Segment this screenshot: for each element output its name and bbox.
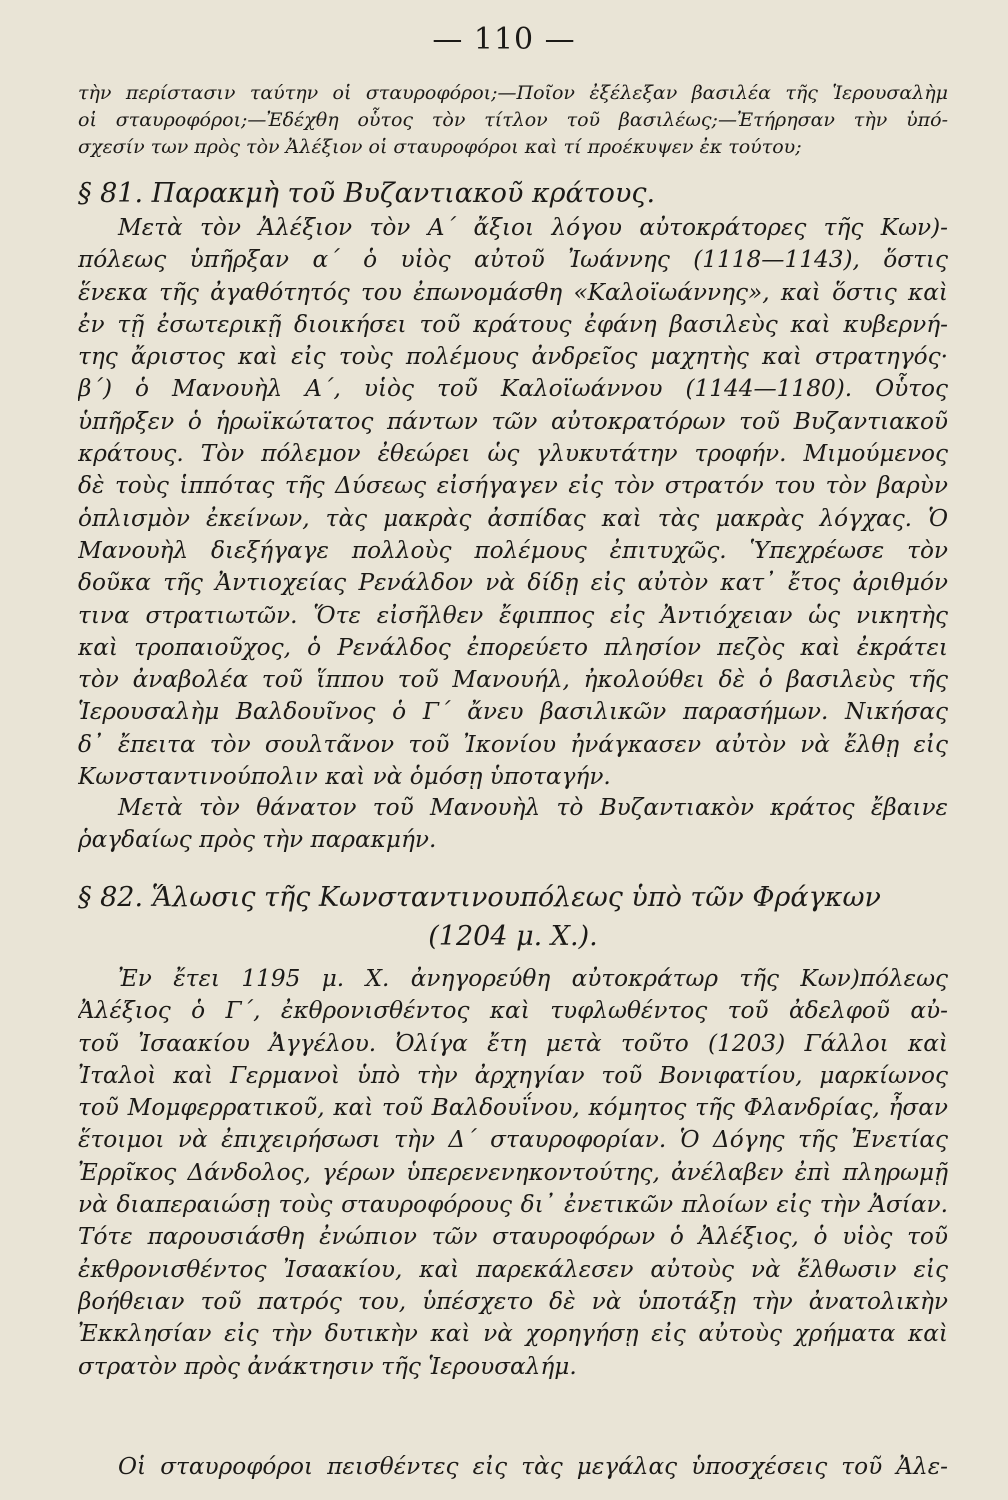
text-line: κράτους. Τὸν πόλεμον ἐθεώρει ὡς γλυκυτάτην τροφήν. Μιμούμενος	[78, 440, 948, 468]
text-line: οἱ σταυροφόροι;—Ἐδέχθη οὗτος τὸν τίτλον τοῦ βασιλέως;—Ἐτήρησαν τὴν ὑπό-	[78, 109, 948, 131]
section-82-heading: § 82. Ἅλωσις τῆς Κωνσταντινουπόλεως ὑπὸ τῶν Φράγκων	[78, 882, 881, 913]
text-line: ἐν τῇ ἐσωτερικῇ διοικήσει τοῦ κράτους ἐφάνη βασιλεὺς καὶ κυβερνή-	[78, 310, 948, 338]
text-line: Μετὰ τὸν θάνατον τοῦ Μανουὴλ τὸ Βυζαντιακὸν κράτος ἔβαινε	[118, 794, 948, 821]
text-line: ὁπλισμὸν ἐκείνων, τὰς μακρὰς ἀσπίδας καὶ τὰς μακρὰς λόγχας. Ὁ	[78, 504, 948, 532]
text-line: νὰ διαπεραιώσῃ τοὺς σταυροφόρους δι᾽ ἐνετικῶν πλοίων εἰς τὴν Ἀσίαν.	[78, 1191, 948, 1219]
text-line: βοήθειαν τοῦ πατρός του, ὑπέσχετο δὲ νὰ ὑποτάξῃ τὴν ἀνατολικὴν	[78, 1287, 948, 1315]
text-line: Ἀλέξιος ὁ Γ΄, ἐκθρονισθέντος καὶ τυφλωθέντος τοῦ ἀδελφοῦ αὐ-	[78, 997, 948, 1025]
text-line: ἐκθρονισθέντος Ἰσαακίου, καὶ παρεκάλεσεν αὐτοὺς νὰ ἔλθωσιν εἰς	[78, 1255, 948, 1283]
text-line: τὸν ἀναβολέα τοῦ ἵππου τοῦ Μανουήλ, ἠκολούθει δὲ ὁ βασιλεὺς τῆς	[78, 666, 948, 694]
text-line: Ἐκκλησίαν εἰς τὴν δυτικὴν καὶ νὰ χορηγήσῃ εἰς αὐτοὺς χρήματα καὶ	[78, 1320, 948, 1348]
text-line: Ἐν ἔτει 1195 μ. Χ. ἀνηγορεύθη αὐτοκράτωρ τῆς Κων)πόλεως	[118, 965, 948, 992]
text-line: δ᾽ ἔπειτα τὸν σουλτᾶνον τοῦ Ἰκονίου ἠνάγκασεν αὐτὸν νὰ ἔλθῃ εἰς	[78, 730, 948, 758]
text-line: Τότε παρουσιάσθη ἐνώπιον τῶν σταυροφόρων ὁ Ἀλέξιος, ὁ υἱὸς τοῦ	[78, 1223, 948, 1251]
text-line: Ἱερουσαλὴμ Βαλδουῖνος ὁ Γ΄ ἄνευ βασιλικῶν παρασήμων. Νικήσας	[78, 698, 948, 726]
text-line: δοῦκα τῆς Ἀντιοχείας Ρενάλδον νὰ δίδῃ εἰς αὐτὸν κατ᾽ ἔτος ἀριθμόν	[78, 569, 948, 597]
text-line: ἕτοιμοι νὰ ἐπιχειρήσωσι τὴν Δ΄ σταυροφορίαν. Ὁ Δόγης τῆς Ἐνετίας	[78, 1126, 948, 1154]
text-line: δὲ τοὺς ἱππότας τῆς Δύσεως εἰσήγαγεν εἰς τὸν στρατόν του τὸν βαρὺν	[78, 472, 948, 500]
paragraph-3	[78, 963, 948, 1383]
text-line: ἕνεκα τῆς ἀγαθότητός του ἐπωνομάσθη «Καλοϊωάννης», καὶ ὅστις καὶ	[78, 278, 948, 306]
text-line: πόλεως ὑπῆρξαν α΄ ὁ υἱὸς αὐτοῦ Ἰωάννης (1118—1143), ὅστις	[78, 246, 948, 274]
text-line: Οἱ σταυροφόροι πεισθέντες εἰς τὰς μεγάλας ὑποσχέσεις τοῦ Ἀλε-	[118, 1453, 948, 1480]
text-line: τοῦ Μομφερρατικοῦ, καὶ τοῦ Βαλδουΐνου, κόμητος τῆς Φλανδρίας, ἦσαν	[78, 1094, 948, 1122]
section-81-heading: § 81. Παρακμὴ τοῦ Βυζαντιακοῦ κράτους.	[78, 178, 656, 209]
text-line: καὶ τροπαιοῦχος, ὁ Ρενάλδος ἐπορεύετο πλησίον πεζὸς καὶ ἐκράτει	[78, 633, 948, 661]
text-line: τινα στρατιωτῶν. Ὅτε εἰσῆλθεν ἔφιππος εἰς Ἀντιόχειαν ὡς νικητὴς	[78, 601, 948, 629]
section-82-heading-date: (1204 μ. Χ.).	[428, 921, 598, 952]
paragraph-4	[78, 1451, 948, 1483]
text-line: στρατὸν πρὸς ἀνάκτησιν τῆς Ἱερουσαλήμ.	[78, 1352, 577, 1380]
text-line: τοῦ Ἰσαακίου Ἀγγέλου. Ὀλίγα ἔτη μετὰ τοῦτο (1203) Γάλλοι καὶ	[78, 1029, 948, 1057]
text-line: της ἄριστος καὶ εἰς τοὺς πολέμους ἀνδρεῖος μαχητὴς καὶ στρατηγός·	[78, 343, 948, 371]
text-line: Ἐρρῖκος Δάνδολος, γέρων ὑπερενενηκοντούτης, ἀνέλαβεν ἐπὶ πληρωμῇ	[78, 1158, 948, 1186]
text-line: Μετὰ τὸν Ἀλέξιον τὸν Α΄ ἄξιοι λόγου αὐτοκράτορες τῆς Κων)-	[118, 214, 948, 241]
text-line: ὑπῆρξεν ὁ ἡρωϊκώτατος πάντων τῶν αὐτοκρατόρων τοῦ Βυζαντιακοῦ	[78, 407, 948, 435]
page-number: — 110 —	[432, 22, 576, 57]
text-line: τὴν περίστασιν ταύτην οἱ σταυροφόροι;—Ποῖον ἐξέλεξαν βασιλέα τῆς Ἱερουσαλὴμ	[78, 82, 948, 104]
text-line: σχεσίν των πρὸς τὸν Ἀλέξιον οἱ σταυροφόροι καὶ τί προέκυψεν ἐκ τούτου;	[78, 136, 802, 158]
text-line: Μανουὴλ διεξήγαγε πολλοὺς πολέμους ἐπιτυχῶς. Ὑπεχρέωσε τὸν	[78, 536, 948, 564]
text-line: ῥαγδαίως πρὸς τὴν παρακμήν.	[78, 826, 437, 854]
paragraph-1	[78, 212, 948, 793]
text-line: β΄) ὁ Μανουὴλ Α΄, υἱὸς τοῦ Καλοϊωάννου (1144—1180). Οὗτος	[78, 375, 948, 403]
text-line: Κωνσταντινούπολιν καὶ νὰ ὁμόσῃ ὑποταγήν.	[78, 763, 611, 791]
review-questions	[78, 80, 948, 161]
paragraph-2	[78, 792, 948, 857]
text-line: Ἰταλοὶ καὶ Γερμανοὶ ὑπὸ τὴν ἀρχηγίαν τοῦ Βονιφατίου, μαρκίωνος	[78, 1061, 948, 1089]
